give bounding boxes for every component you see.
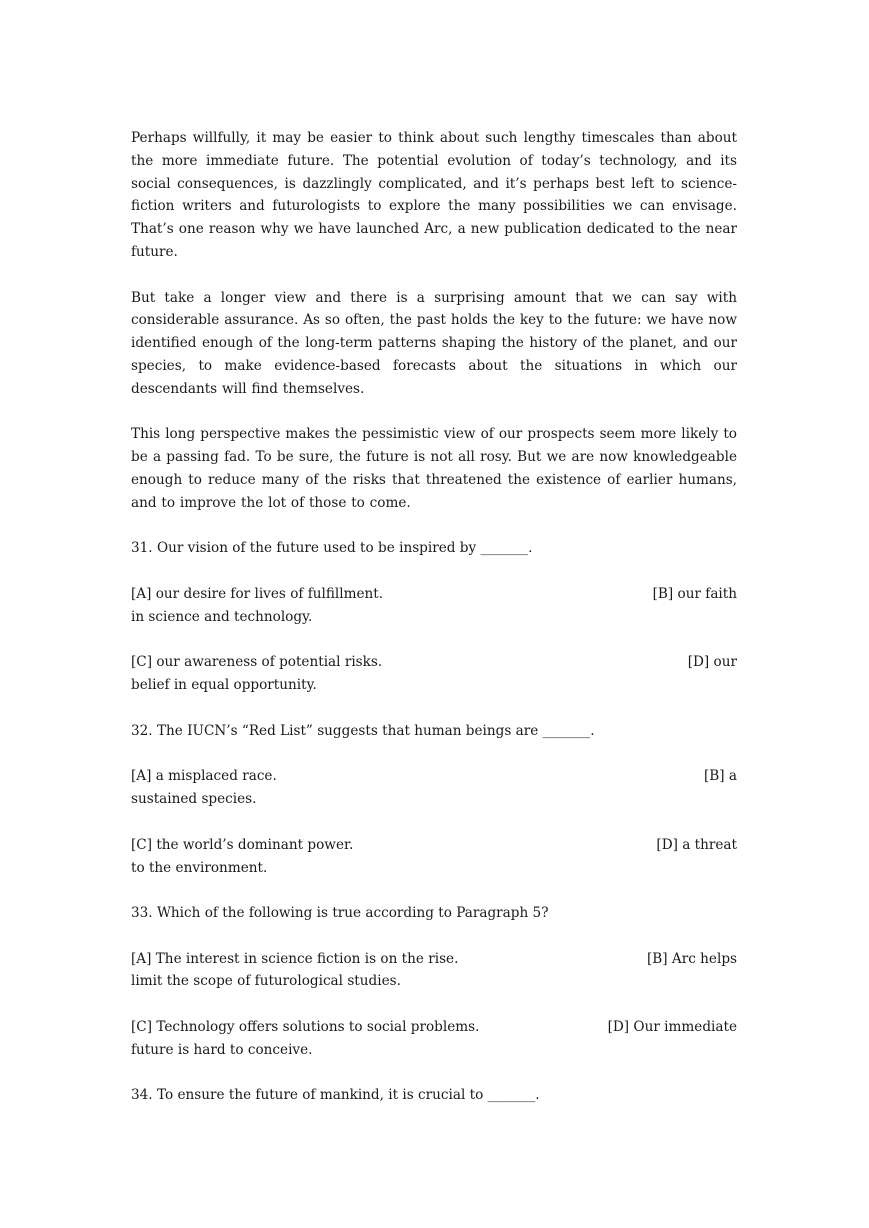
option-a: [A] a misplaced race.: [131, 768, 277, 785]
passage-paragraph: This long perspective makes the pessimistic view of our prospects seem more likely to be a passing fad. To be sure, the future is not all rosy. But we are now knowledgeable enough to reduce many of the risks that threatened the existence of earlier humans, and to improve the lot of those to come.: [131, 426, 737, 511]
option-a: [A] our desire for lives of fulfillment.: [131, 585, 384, 602]
option-d: [D] Our immediate: [607, 1019, 737, 1036]
question-32-stem: 32. The IUCN’s “Red List” suggests that human beings are _______.: [131, 722, 595, 739]
question-34-stem: 34. To ensure the future of mankind, it is crucial to _______.: [131, 1087, 540, 1104]
question-32-options-ab: [131, 765, 737, 811]
option-d-continued: belief in equal opportunity.: [131, 677, 317, 694]
option-c: [C] the world’s dominant power.: [131, 836, 354, 853]
question-33-options-ab: [131, 948, 737, 994]
option-d-continued: to the environment.: [131, 859, 268, 876]
question-31-options-ab: [131, 583, 737, 629]
question-32-options-cd: [131, 834, 737, 880]
question-31-stem: 31. Our vision of the future used to be inspired by _______.: [131, 540, 533, 557]
option-b: [B] our faith: [652, 585, 737, 602]
question-31-options-cd: [131, 651, 737, 697]
option-c: [C] our awareness of potential risks.: [131, 654, 383, 671]
option-d: [D] a threat: [656, 836, 737, 853]
question-33-options-cd: [131, 1016, 737, 1062]
option-c: [C] Technology offers solutions to social problems.: [131, 1019, 480, 1036]
option-b-continued: in science and technology.: [131, 608, 313, 625]
option-b: [B] a: [703, 768, 737, 785]
option-b-continued: limit the scope of futurological studies.: [131, 973, 401, 990]
passage-paragraph: Perhaps willfully, it may be easier to think about such lengthy timescales than about the more immediate future. The potential evolution of today’s technology, and its social consequences, is dazzlingly complicated, and it’s perhaps best left to science-fiction writers and futurologists to explore the many possibilities we can envisage. That’s one reason why we have launched Arc, a new publication dedicated to the near future.: [131, 130, 737, 260]
question-33-stem: 33. Which of the following is true according to Paragraph 5?: [131, 905, 549, 922]
option-d-continued: future is hard to conceive.: [131, 1041, 313, 1058]
document-page: [131, 127, 737, 1130]
option-b: [B] Arc helps: [647, 950, 737, 967]
option-a: [A] The interest in science fiction is on the rise.: [131, 950, 459, 967]
option-b-continued: sustained species.: [131, 791, 257, 808]
passage-paragraph: But take a longer view and there is a surprising amount that we can say with considerable assurance. As so often, the past holds the key to the future: we have now identified enough of the long-term patterns shaping the history of the planet, and our species, to make evidence-based forecasts about the situations in which our descendants will find themselves.: [131, 289, 737, 397]
option-d: [D] our: [687, 654, 737, 671]
